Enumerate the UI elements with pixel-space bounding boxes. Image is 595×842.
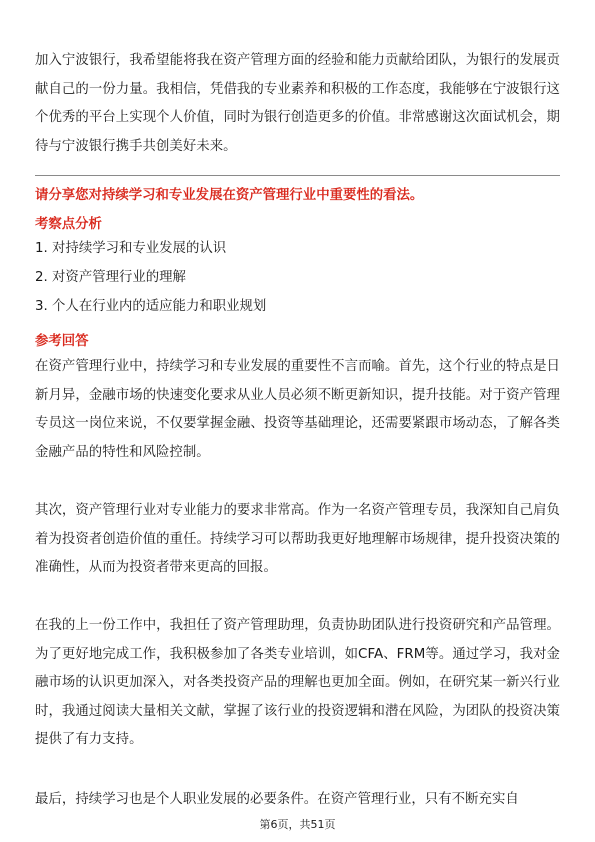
question-title: 请分享您对持续学习和专业发展在资产管理行业中重要性的看法。 xyxy=(35,188,424,203)
answer-paragraph: 在我的上一份工作中，我担任了资产管理助理，负责协助团队进行投资研究和产品管理。为了更好地完成工作，我积极参加了各类专业培训，如CFA、FRM等。通过学习，我对金融市场的认识更加深入，对各类投资产品的理解也更加全面。例如，在研究某一新兴行业时，我通过阅读大量相关文献，掌握了该行业的投资逻辑和潜在风险，为团队的投资决策提供了有力支持。 xyxy=(35,618,560,748)
analysis-point: 2. 对资产管理行业的理解 xyxy=(35,270,186,285)
intro-paragraph: 加入宁波银行，我希望能将我在资产管理方面的经验和能力贡献给团队，为银行的发展贡献自己的一份力量。我相信，凭借我的专业素养和积极的工作态度，我能够在宁波银行这个优秀的平台上实现个人价值，同时为银行创造更多的价值。非常感谢这次面试机会，期待与宁波银行携手共创美好未来。 xyxy=(35,53,560,154)
answer-paragraph: 最后，持续学习也是个人职业发展的必要条件。在资产管理行业，只有不断充实自 xyxy=(35,792,519,807)
analysis-point: 1. 对持续学习和专业发展的认识 xyxy=(35,241,227,256)
page-number: 第6页，共51页 xyxy=(259,818,336,831)
analysis-point: 3. 个人在行业内的适应能力和职业规划 xyxy=(35,299,267,314)
answer-heading: 参考回答 xyxy=(35,334,89,349)
answer-paragraph: 其次，资产管理行业对专业能力的要求非常高。作为一名资产管理专员，我深知自己肩负着为投资者创造价值的重任。持续学习可以帮助我更好地理解市场规律，提升投资决策的准确性，从而为投资者带来更高的回报。 xyxy=(35,503,560,576)
section-divider xyxy=(35,175,560,176)
analysis-heading: 考察点分析 xyxy=(35,217,102,232)
answer-paragraph: 在资产管理行业中，持续学习和专业发展的重要性不言而喻。首先，这个行业的特点是日新月异，金融市场的快速变化要求从业人员必须不断更新知识，提升技能。对于资产管理专员这一岗位来说，不仅要掌握金融、投资等基础理论，还需要紧跟市场动态，了解各类金融产品的特性和风险控制。 xyxy=(35,359,560,460)
